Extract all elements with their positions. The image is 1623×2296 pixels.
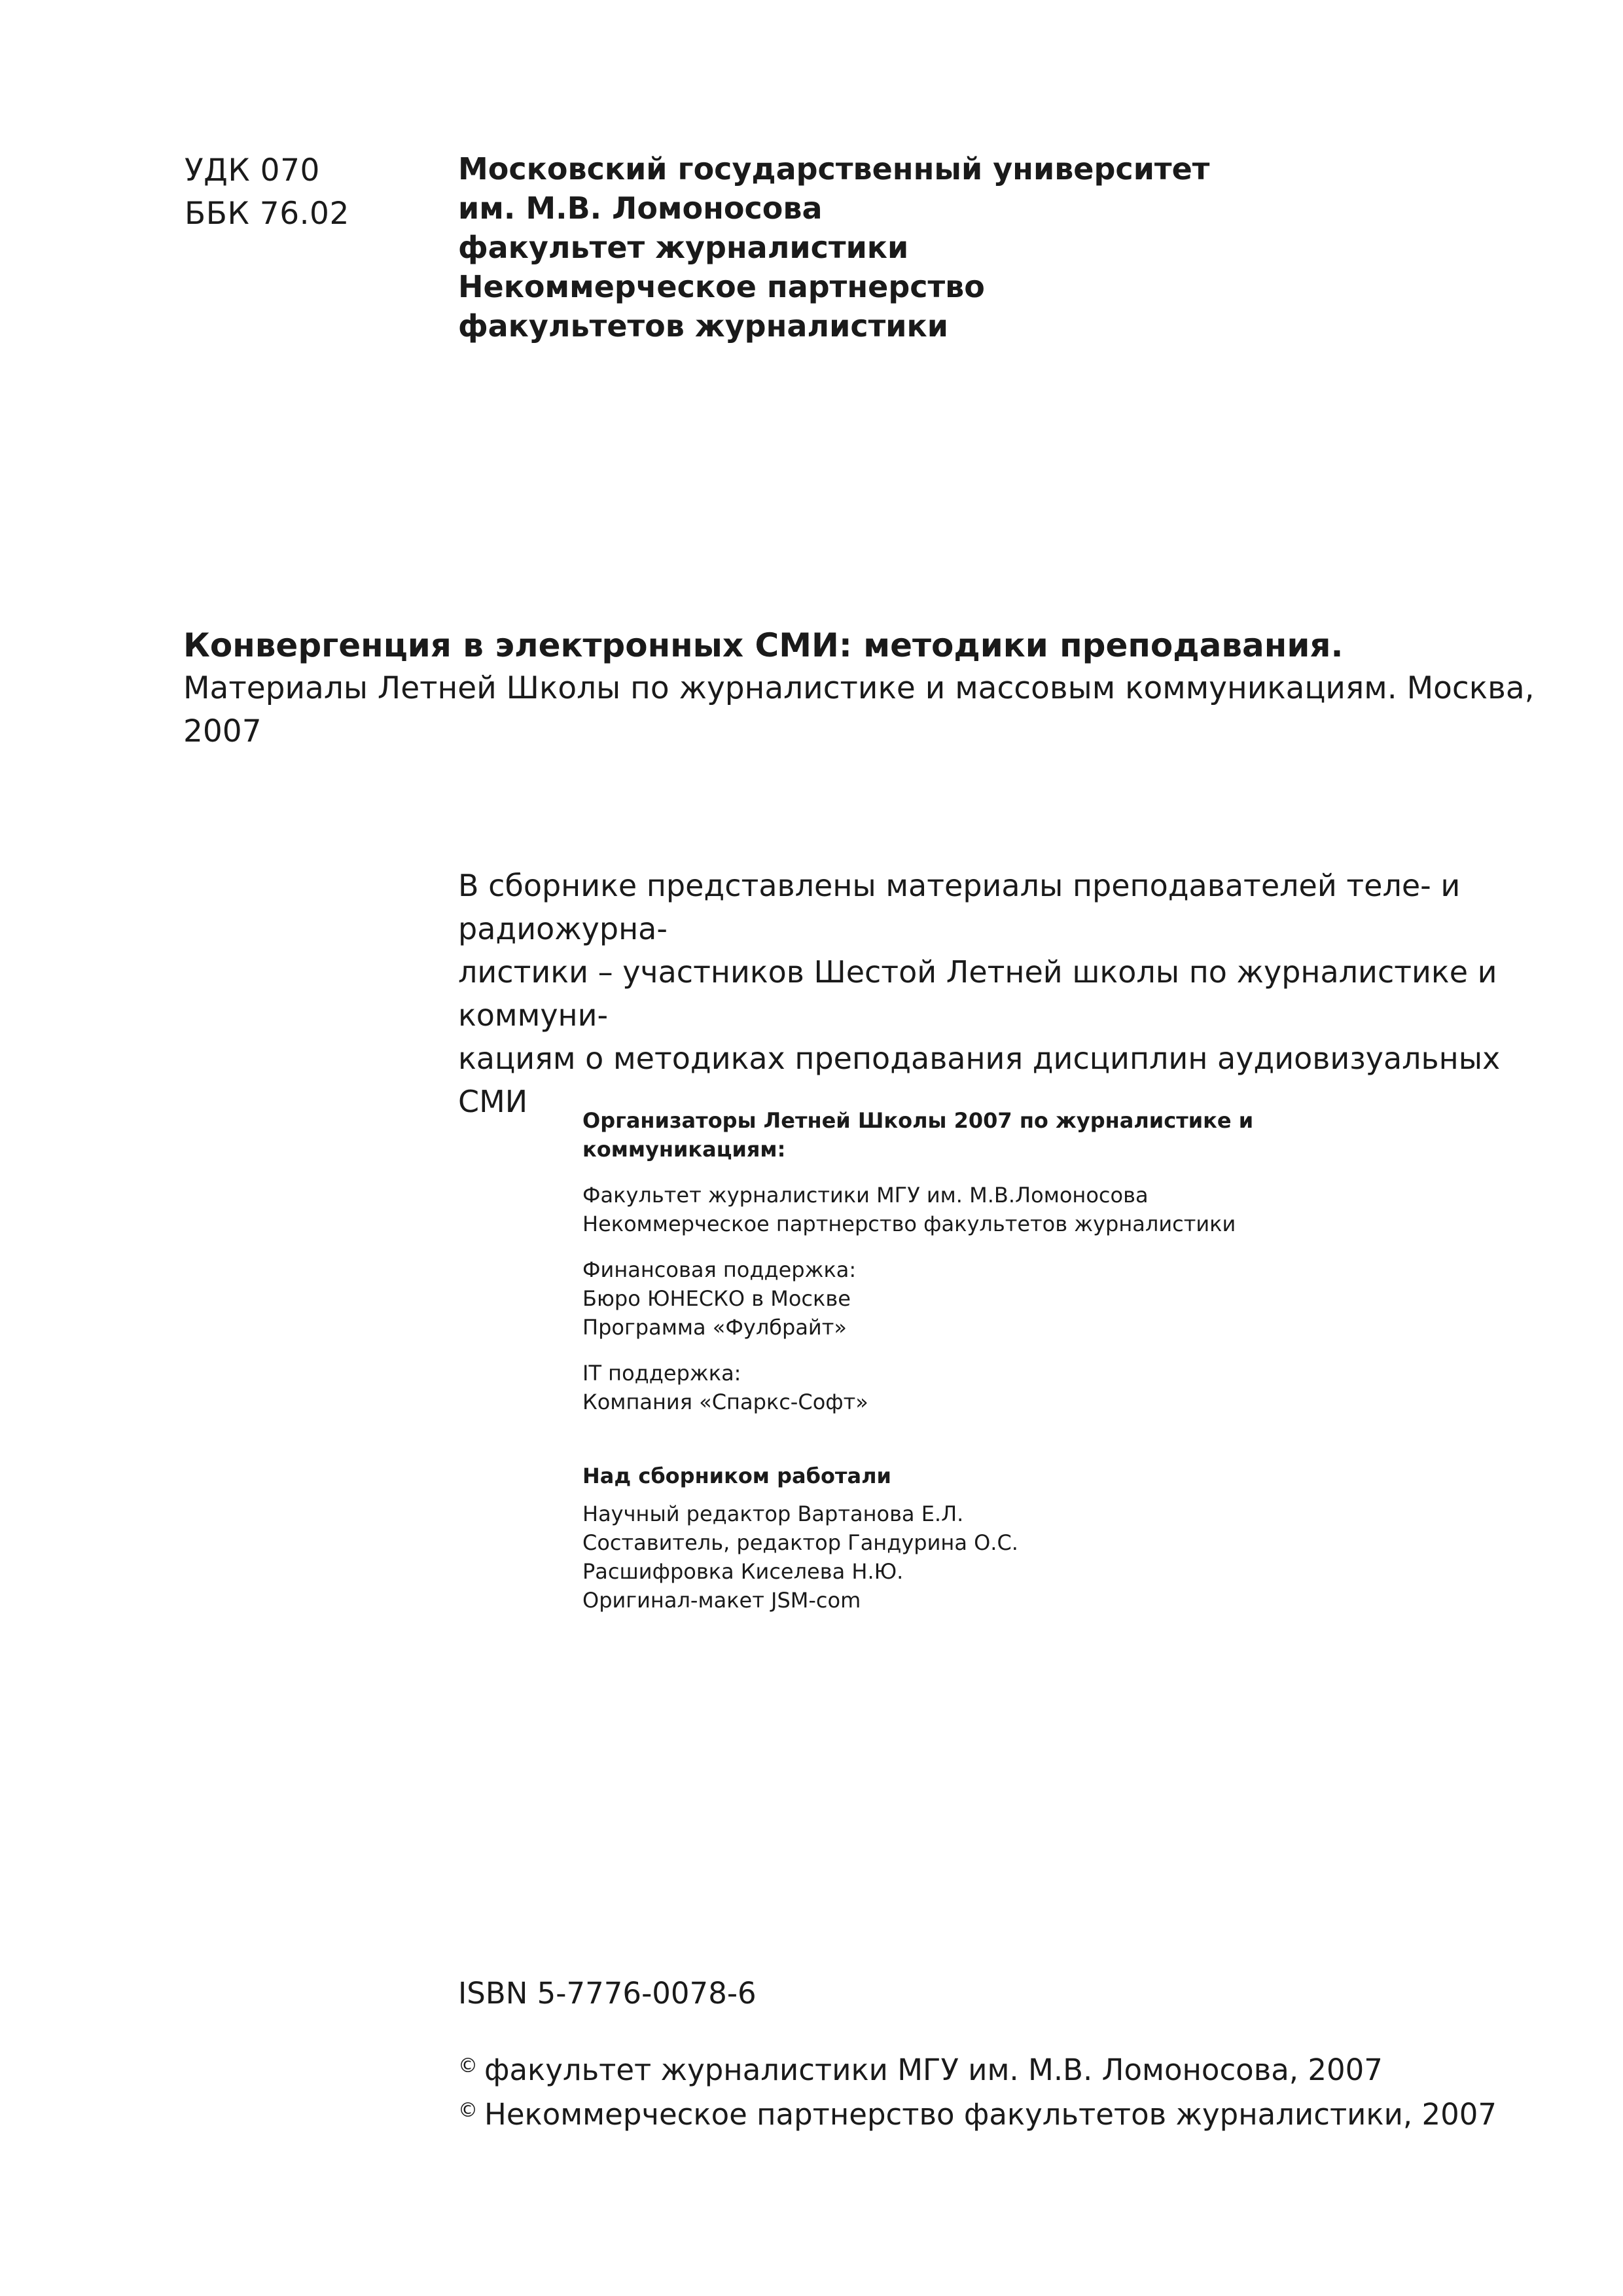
book-title: Конвергенция в электронных СМИ: методики преподавания. xyxy=(183,626,1344,664)
annotation-line: В сборнике представлены материалы преподавателей теле- и радиожурна- xyxy=(458,868,1461,946)
institution-line: им. М.В. Ломоносова xyxy=(458,190,823,226)
copyright-block xyxy=(458,2046,1497,2135)
copyright-line xyxy=(458,2090,1497,2135)
support-line: Компания «Спаркс-Софт» xyxy=(582,1390,868,1414)
credits-section xyxy=(582,1462,1433,1615)
institution-line: факультетов журналистики xyxy=(458,308,948,344)
credit-line: Научный редактор Вартанова Е.Л. xyxy=(582,1501,964,1526)
book-subtitle: Материалы Летней Школы по журналистике и массовым коммуникациям. Москва, 2007 xyxy=(183,670,1535,749)
annotation-line: кациям о методиках преподавания дисциплин аудиовизуальных СМИ xyxy=(458,1041,1501,1119)
it-support-group xyxy=(582,1359,1433,1416)
institution-line: факультет журналистики xyxy=(458,230,909,265)
organizer-line: Факультет журналистики МГУ им. М.В.Ломоносова xyxy=(582,1183,1149,1208)
support-line: Программа «Фулбрайт» xyxy=(582,1315,847,1340)
support-line: Финансовая поддержка: xyxy=(582,1257,857,1282)
organizers-group xyxy=(582,1181,1433,1238)
copyright-line xyxy=(458,2046,1497,2090)
copyright-symbol: © xyxy=(458,2099,478,2122)
credits-heading: Над сборником работали xyxy=(582,1463,891,1488)
institution-line: Московский государственный университет xyxy=(458,151,1210,187)
organizers-section xyxy=(582,1106,1433,1416)
book-title-block xyxy=(183,624,1558,753)
annotation xyxy=(458,864,1544,1123)
credit-line: Оригинал-макет JSM-com xyxy=(582,1588,861,1613)
bbk-code: ББК 76.02 xyxy=(185,196,349,232)
organizers-heading: Организаторы Летней Школы 2007 по журналистике и коммуникациям: xyxy=(582,1108,1254,1162)
organizer-line: Некоммерческое партнерство факультетов журналистики xyxy=(582,1211,1236,1236)
institution-line: Некоммерческое партнерство xyxy=(458,269,985,304)
copyright-text: Некоммерческое партнерство факультетов журналистики, 2007 xyxy=(484,2097,1497,2132)
credits-list xyxy=(582,1499,1433,1615)
copyright-symbol: © xyxy=(458,2054,478,2077)
isbn: ISBN 5-7776-0078-6 xyxy=(458,1976,757,2011)
support-line: Бюро ЮНЕСКО в Москве xyxy=(582,1286,851,1311)
credit-line: Составитель, редактор Гандурина О.С. xyxy=(582,1530,1018,1555)
credit-line: Расшифровка Киселева Н.Ю. xyxy=(582,1559,904,1584)
support-line: IT поддержка: xyxy=(582,1361,741,1386)
institution-block xyxy=(458,149,1209,346)
financial-support-group xyxy=(582,1255,1433,1342)
annotation-line: листики – участников Шестой Летней школы по журналистике и коммуни- xyxy=(458,954,1497,1033)
copyright-text: факультет журналистики МГУ им. М.В. Ломоносова, 2007 xyxy=(484,2053,1383,2087)
classification-codes xyxy=(185,149,349,236)
udk-code: УДК 070 xyxy=(185,152,320,188)
